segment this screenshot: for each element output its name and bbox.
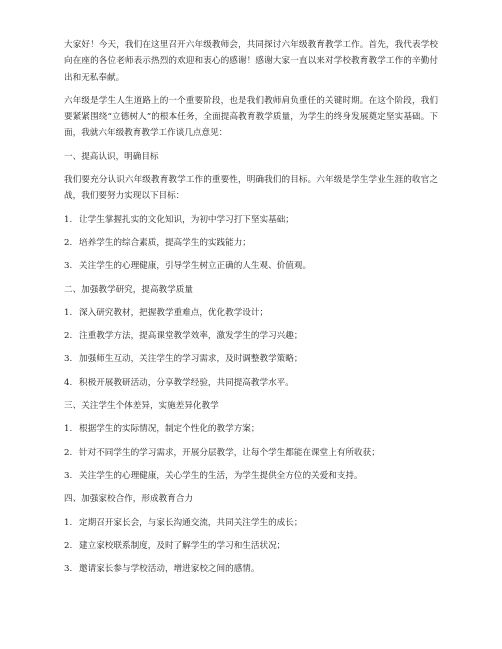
list-number: 1. [64, 214, 73, 225]
list-item [64, 561, 438, 577]
list-number: 1. [64, 424, 73, 435]
list-number: 3. [64, 354, 73, 365]
list-number: 3. [64, 564, 73, 575]
list-item [64, 212, 438, 228]
list-text: 建立家校联系制度，及时了解学生的学习和生活状况； [79, 540, 286, 551]
list-number: 3. [64, 470, 73, 481]
list-text: 定期召开家长会，与家长沟通交流，共同关注学生的成长； [79, 517, 303, 528]
list-text: 关注学生的心理健康，关心学生的生活，为学生提供全方位的关爱和支持。 [79, 470, 363, 481]
list-number: 1. [64, 307, 73, 318]
list-number: 2. [64, 237, 73, 248]
list-item [64, 468, 438, 484]
list-item [64, 328, 438, 344]
list-text: 积极开展教研活动，分享教学经验，共同提高教学水平。 [79, 377, 294, 388]
list-item [64, 235, 438, 251]
list-text: 针对不同学生的学习需求，开展分层教学，让每个学生都能在课堂上有所收获； [79, 447, 380, 458]
list-number: 3. [64, 261, 73, 272]
section-heading-4: 四、加强家校合作，形成教育合力 [64, 494, 193, 505]
list-item [64, 351, 438, 367]
list-number: 2. [64, 540, 73, 551]
intro-paragraph-1: 大家好！今天，我们在这里召开六年级教师会，共同探讨六年级教育教学工作。首先，我代表学校向在座的各位老师表示热烈的欢迎和衷心的感谢！感谢大家一直以来对学校教育教学工作的辛勤付出和无私奉献。 [64, 40, 438, 83]
section-heading-1: 一、提高认识，明确目标 [64, 151, 159, 162]
intro-paragraph-2: 六年级是学生人生道路上的一个重要阶段，也是我们教师肩负重任的关键时期。在这个阶段，我们要紧紧围绕“立德树人”的根本任务，全面提高教育教学质量，为学生的终身发展奠定坚实基础。下面，我就六年级教育教学工作谈几点意见： [64, 95, 438, 139]
list-text: 邀请家长参与学校活动，增进家校之间的感情。 [79, 564, 260, 575]
section-heading-3: 三、关注学生个体差异，实施差异化教学 [64, 401, 219, 412]
section-heading-2: 二、加强教学研究，提高教学质量 [64, 284, 193, 295]
list-number: 2. [64, 447, 73, 458]
list-item [64, 258, 438, 274]
list-text: 深入研究教材，把握教学重难点，优化教学设计； [79, 307, 269, 318]
list-text: 培养学生的综合素质，提高学生的实践能力； [79, 237, 251, 248]
list-item [64, 538, 438, 554]
list-number: 2. [64, 331, 73, 342]
list-item [64, 421, 438, 437]
list-item [64, 305, 438, 321]
list-number: 1. [64, 517, 73, 528]
list-number: 4. [64, 377, 73, 388]
list-text: 注重教学方法，提高课堂教学效率，激发学生的学习兴趣； [79, 331, 303, 342]
section-1-paragraph: 我们要充分认识六年级教育教学工作的重要性，明确我们的目标。六年级是学生学业生涯的收官之战，我们要努力实现以下目标： [64, 175, 438, 202]
list-item [64, 445, 438, 461]
list-item [64, 515, 438, 531]
list-text: 让学生掌握扎实的文化知识，为初中学习打下坚实基础； [79, 214, 294, 225]
list-text: 关注学生的心理健康，引导学生树立正确的人生观、价值观。 [79, 261, 312, 272]
list-text: 加强师生互动，关注学生的学习需求，及时调整教学策略； [79, 354, 303, 365]
list-item [64, 375, 438, 391]
list-text: 根据学生的实际情况，制定个性化的教学方案； [79, 424, 260, 435]
